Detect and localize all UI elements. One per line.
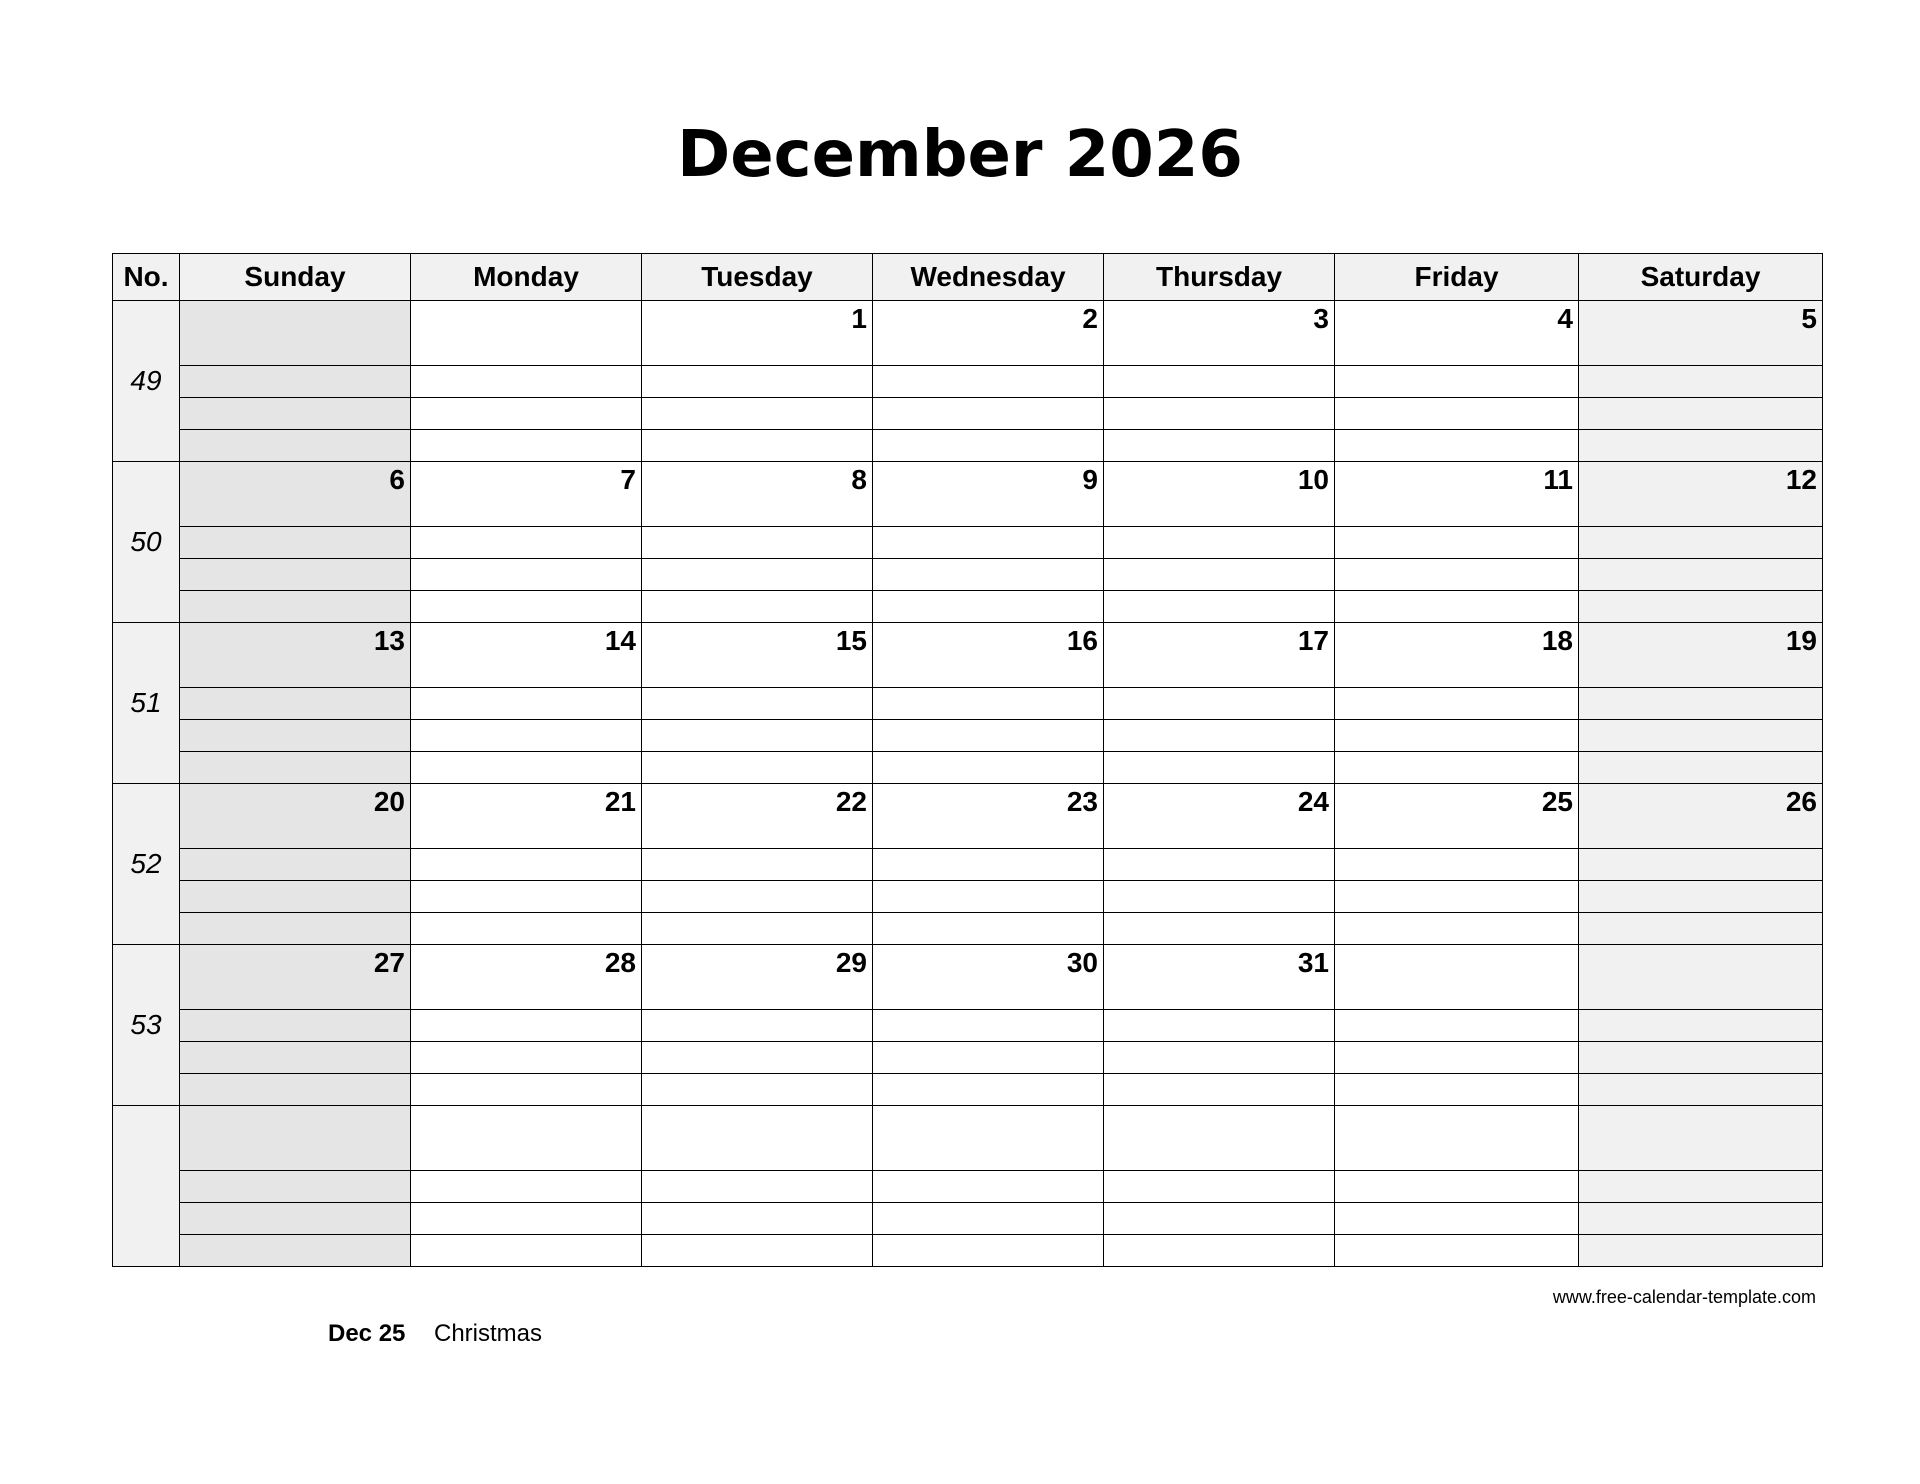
note-line xyxy=(411,527,642,559)
note-line-row xyxy=(113,1042,1823,1074)
note-line xyxy=(180,881,411,913)
day-number: 18 xyxy=(1541,625,1573,656)
note-line xyxy=(642,1010,873,1042)
day-cell xyxy=(1579,784,1823,849)
day-cell xyxy=(180,784,411,849)
day-cell xyxy=(411,1106,642,1171)
week-number: 53 xyxy=(113,945,180,1106)
weekday-header-friday: Friday xyxy=(1335,254,1579,301)
day-cell xyxy=(873,301,1104,366)
day-number: 22 xyxy=(835,786,867,817)
note-line xyxy=(1579,366,1823,398)
note-line xyxy=(411,398,642,430)
day-cell xyxy=(1335,784,1579,849)
note-line xyxy=(1335,1074,1579,1106)
note-line xyxy=(1579,720,1823,752)
note-line xyxy=(1335,527,1579,559)
note-line xyxy=(180,527,411,559)
note-line xyxy=(873,849,1104,881)
note-line xyxy=(1579,1010,1823,1042)
note-line xyxy=(1579,591,1823,623)
note-line-row xyxy=(113,688,1823,720)
note-line xyxy=(180,720,411,752)
day-number: 29 xyxy=(835,947,867,978)
day-number: 16 xyxy=(1066,625,1098,656)
note-line xyxy=(180,1203,411,1235)
note-line xyxy=(1104,366,1335,398)
day-number xyxy=(1335,1106,1578,1108)
note-line xyxy=(1104,591,1335,623)
note-line xyxy=(1335,881,1579,913)
note-line xyxy=(1104,913,1335,945)
note-line xyxy=(1579,688,1823,720)
note-line xyxy=(180,1042,411,1074)
note-line xyxy=(873,1010,1104,1042)
note-line xyxy=(1579,752,1823,784)
day-number: 20 xyxy=(373,786,405,817)
day-cell xyxy=(1579,623,1823,688)
note-line-row xyxy=(113,527,1823,559)
note-line xyxy=(873,430,1104,462)
note-line xyxy=(642,527,873,559)
note-line xyxy=(1104,1203,1335,1235)
day-number: 10 xyxy=(1297,464,1329,495)
day-cell xyxy=(180,301,411,366)
day-cell xyxy=(411,462,642,527)
day-cell xyxy=(1579,945,1823,1010)
calendar-body xyxy=(113,301,1823,1267)
note-line xyxy=(411,1042,642,1074)
note-line xyxy=(1579,1074,1823,1106)
calendar-grid xyxy=(112,253,1823,1267)
day-number: 15 xyxy=(835,625,867,656)
day-cell xyxy=(873,784,1104,849)
note-line xyxy=(1335,430,1579,462)
note-line xyxy=(411,559,642,591)
note-line xyxy=(180,1074,411,1106)
note-line xyxy=(1579,1235,1823,1267)
day-cell xyxy=(1104,623,1335,688)
note-line-row xyxy=(113,591,1823,623)
day-number xyxy=(642,1106,872,1108)
day-cell xyxy=(873,945,1104,1010)
note-line xyxy=(1104,1171,1335,1203)
note-line xyxy=(873,527,1104,559)
note-line xyxy=(180,913,411,945)
note-line xyxy=(1335,591,1579,623)
holiday-name: Christmas xyxy=(434,1320,543,1347)
note-line-row xyxy=(113,913,1823,945)
day-cell xyxy=(642,623,873,688)
note-line xyxy=(180,591,411,623)
week-number: 52 xyxy=(113,784,180,945)
day-number: 31 xyxy=(1297,947,1329,978)
note-line xyxy=(642,720,873,752)
day-cell xyxy=(642,1106,873,1171)
note-line xyxy=(873,913,1104,945)
day-cell xyxy=(1335,462,1579,527)
note-line xyxy=(1579,398,1823,430)
note-line-row xyxy=(113,752,1823,784)
day-number: 9 xyxy=(1082,464,1098,495)
day-number: 13 xyxy=(373,625,405,656)
day-number: 27 xyxy=(373,947,405,978)
note-line xyxy=(1104,1010,1335,1042)
weekday-header-monday: Monday xyxy=(411,254,642,301)
note-line xyxy=(1579,913,1823,945)
day-number: 5 xyxy=(1801,303,1817,334)
note-line xyxy=(1104,688,1335,720)
note-line xyxy=(1104,720,1335,752)
week-row xyxy=(113,623,1823,688)
day-number: 8 xyxy=(851,464,867,495)
day-cell xyxy=(873,623,1104,688)
note-line xyxy=(1579,1042,1823,1074)
week-number xyxy=(113,1106,180,1267)
note-line xyxy=(642,430,873,462)
note-line xyxy=(642,849,873,881)
day-number: 2 xyxy=(1082,303,1098,334)
note-line xyxy=(180,1171,411,1203)
weekday-header-tuesday: Tuesday xyxy=(642,254,873,301)
note-line xyxy=(642,559,873,591)
day-number xyxy=(873,1106,1103,1108)
day-cell xyxy=(1335,301,1579,366)
note-line xyxy=(642,1203,873,1235)
day-cell xyxy=(1579,301,1823,366)
note-line xyxy=(1104,398,1335,430)
note-line xyxy=(1104,881,1335,913)
day-cell xyxy=(1104,945,1335,1010)
note-line xyxy=(642,366,873,398)
note-line xyxy=(873,1074,1104,1106)
note-line xyxy=(642,752,873,784)
day-number: 25 xyxy=(1541,786,1573,817)
note-line xyxy=(180,366,411,398)
note-line xyxy=(1104,527,1335,559)
note-line xyxy=(411,1235,642,1267)
week-row xyxy=(113,462,1823,527)
note-line xyxy=(873,881,1104,913)
note-line xyxy=(1104,559,1335,591)
note-line xyxy=(1335,849,1579,881)
note-line-row xyxy=(113,398,1823,430)
week-row xyxy=(113,945,1823,1010)
day-cell xyxy=(873,462,1104,527)
note-line xyxy=(1579,559,1823,591)
note-line xyxy=(642,591,873,623)
note-line xyxy=(642,1171,873,1203)
day-number: 24 xyxy=(1297,786,1329,817)
note-line-row xyxy=(113,1074,1823,1106)
day-number xyxy=(1335,945,1578,947)
day-number: 17 xyxy=(1297,625,1329,656)
day-cell xyxy=(642,301,873,366)
day-number xyxy=(1579,945,1822,947)
note-line xyxy=(873,591,1104,623)
day-cell xyxy=(1104,462,1335,527)
note-line-row xyxy=(113,559,1823,591)
note-line xyxy=(873,1171,1104,1203)
note-line-row xyxy=(113,1235,1823,1267)
day-cell xyxy=(411,945,642,1010)
holiday-date: Dec 25 xyxy=(328,1320,406,1347)
note-line xyxy=(642,1042,873,1074)
note-line xyxy=(1335,752,1579,784)
day-number: 4 xyxy=(1557,303,1573,334)
day-cell xyxy=(1104,301,1335,366)
note-line xyxy=(1104,1235,1335,1267)
weekday-header-sunday: Sunday xyxy=(180,254,411,301)
note-line xyxy=(411,1171,642,1203)
note-line-row xyxy=(113,1010,1823,1042)
note-line xyxy=(873,559,1104,591)
day-cell xyxy=(411,623,642,688)
day-cell xyxy=(1335,945,1579,1010)
weekday-header-saturday: Saturday xyxy=(1579,254,1823,301)
note-line-row xyxy=(113,1203,1823,1235)
note-line xyxy=(1335,913,1579,945)
note-line xyxy=(1335,1203,1579,1235)
note-line xyxy=(1335,559,1579,591)
day-cell xyxy=(411,301,642,366)
note-line xyxy=(642,688,873,720)
note-line xyxy=(1579,430,1823,462)
note-line xyxy=(1104,752,1335,784)
note-line xyxy=(411,688,642,720)
note-line xyxy=(411,430,642,462)
day-cell xyxy=(873,1106,1104,1171)
note-line xyxy=(1335,1010,1579,1042)
note-line xyxy=(873,398,1104,430)
weekday-header-wednesday: Wednesday xyxy=(873,254,1104,301)
day-number: 7 xyxy=(620,464,636,495)
note-line-row xyxy=(113,1171,1823,1203)
note-line xyxy=(1579,1171,1823,1203)
note-line-row xyxy=(113,849,1823,881)
day-cell xyxy=(1579,1106,1823,1171)
day-number: 23 xyxy=(1066,786,1098,817)
calendar-title: December 2026 xyxy=(677,118,1243,192)
day-number xyxy=(180,301,410,303)
note-line xyxy=(411,881,642,913)
day-number: 19 xyxy=(1785,625,1817,656)
note-line xyxy=(180,752,411,784)
note-line xyxy=(873,1042,1104,1074)
weekday-header-thursday: Thursday xyxy=(1104,254,1335,301)
day-number: 3 xyxy=(1313,303,1329,334)
day-cell xyxy=(180,945,411,1010)
week-number: 50 xyxy=(113,462,180,623)
note-line xyxy=(1104,849,1335,881)
note-line xyxy=(1579,527,1823,559)
note-line xyxy=(642,881,873,913)
note-line xyxy=(411,366,642,398)
day-number: 1 xyxy=(851,303,867,334)
note-line xyxy=(180,1010,411,1042)
day-cell xyxy=(642,784,873,849)
week-number-header: No. xyxy=(113,254,180,301)
note-line-row xyxy=(113,430,1823,462)
day-number xyxy=(411,1106,641,1108)
note-line xyxy=(1104,430,1335,462)
note-line xyxy=(411,849,642,881)
day-cell xyxy=(1104,784,1335,849)
note-line xyxy=(873,688,1104,720)
note-line xyxy=(411,1203,642,1235)
day-number xyxy=(411,301,641,303)
week-number: 51 xyxy=(113,623,180,784)
day-cell xyxy=(180,1106,411,1171)
note-line xyxy=(1335,398,1579,430)
note-line xyxy=(411,591,642,623)
day-number: 11 xyxy=(1543,464,1573,495)
note-line xyxy=(873,1203,1104,1235)
note-line xyxy=(180,688,411,720)
note-line xyxy=(180,1235,411,1267)
day-number: 14 xyxy=(604,625,636,656)
day-cell xyxy=(642,945,873,1010)
note-line xyxy=(1579,881,1823,913)
note-line-row xyxy=(113,881,1823,913)
note-line xyxy=(642,1235,873,1267)
note-line xyxy=(1104,1042,1335,1074)
week-number: 49 xyxy=(113,301,180,462)
note-line xyxy=(1335,1235,1579,1267)
note-line xyxy=(411,752,642,784)
website-credit: www.free-calendar-template.com xyxy=(1552,1287,1816,1307)
note-line xyxy=(642,913,873,945)
note-line xyxy=(873,366,1104,398)
note-line xyxy=(873,752,1104,784)
note-line xyxy=(642,1074,873,1106)
note-line xyxy=(1579,1203,1823,1235)
day-number: 30 xyxy=(1066,947,1098,978)
note-line xyxy=(1579,849,1823,881)
note-line xyxy=(1335,1042,1579,1074)
note-line xyxy=(411,913,642,945)
note-line xyxy=(642,398,873,430)
note-line xyxy=(1335,720,1579,752)
day-cell xyxy=(1335,1106,1579,1171)
week-row xyxy=(113,301,1823,366)
note-line xyxy=(1335,366,1579,398)
note-line xyxy=(1335,1171,1579,1203)
day-cell xyxy=(1104,1106,1335,1171)
note-line xyxy=(180,849,411,881)
note-line xyxy=(873,720,1104,752)
day-number: 26 xyxy=(1785,786,1817,817)
week-row xyxy=(113,784,1823,849)
note-line xyxy=(411,1074,642,1106)
day-number: 6 xyxy=(389,464,405,495)
day-cell xyxy=(1579,462,1823,527)
week-row xyxy=(113,1106,1823,1171)
day-number xyxy=(1579,1106,1822,1108)
day-cell xyxy=(642,462,873,527)
note-line xyxy=(180,430,411,462)
day-number: 28 xyxy=(604,947,636,978)
day-cell xyxy=(180,623,411,688)
weekday-header-row xyxy=(113,254,1823,301)
note-line xyxy=(180,398,411,430)
day-number: 12 xyxy=(1785,464,1817,495)
day-number xyxy=(180,1106,410,1108)
note-line-row xyxy=(113,720,1823,752)
note-line xyxy=(180,559,411,591)
day-number: 21 xyxy=(604,786,636,817)
day-cell xyxy=(411,784,642,849)
day-cell xyxy=(1335,623,1579,688)
note-line xyxy=(1335,688,1579,720)
note-line xyxy=(411,1010,642,1042)
day-cell xyxy=(180,462,411,527)
note-line xyxy=(873,1235,1104,1267)
note-line xyxy=(1104,1074,1335,1106)
day-number xyxy=(1104,1106,1334,1108)
note-line-row xyxy=(113,366,1823,398)
note-line xyxy=(411,720,642,752)
